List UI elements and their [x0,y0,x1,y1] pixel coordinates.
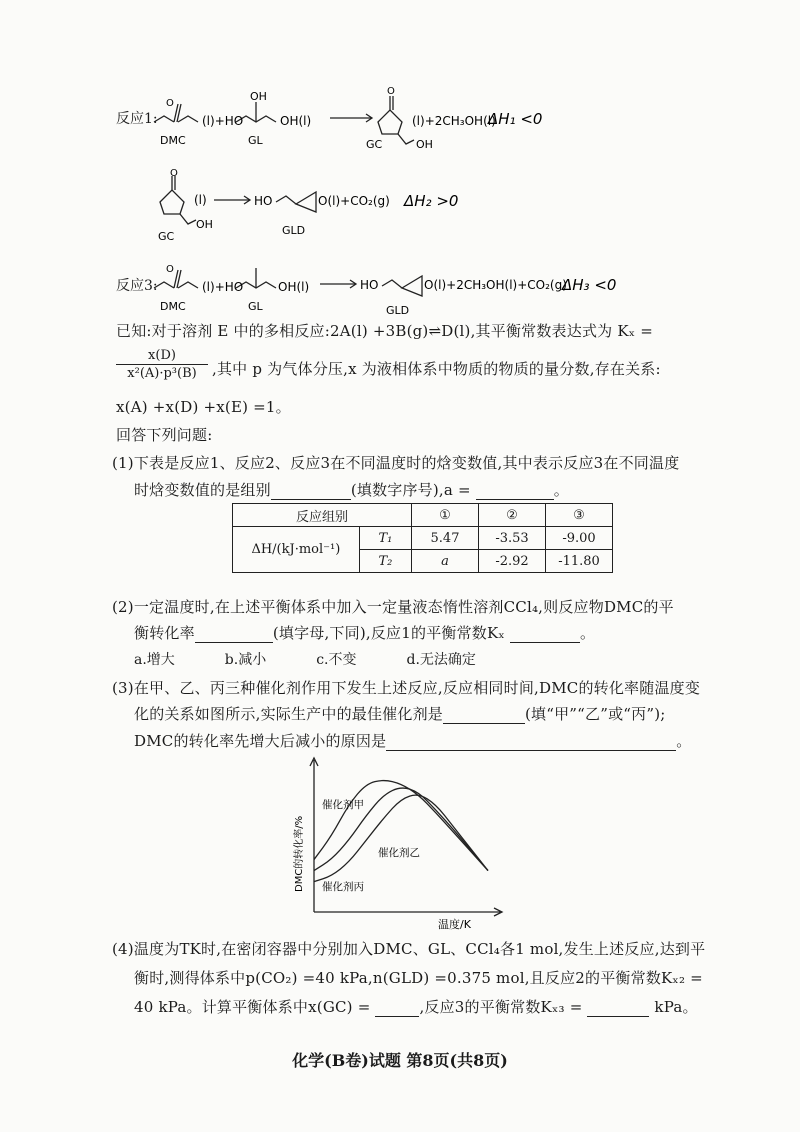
q1-text-b: (填数字序号),a = [350,481,471,499]
r2-gld-label: GLD [282,224,306,237]
r3-gld-ho-text: HO [360,278,379,292]
r1-gl-label: GL [248,134,263,147]
r3-gl-label: GL [248,300,263,313]
table-cell: -11.80 [546,550,613,573]
intro-line-1: 已知:对于溶剂 E 中的多相反应:2A(l) +3B(g)⇌D(l),其平衡常数表达式为 Kₓ = [116,322,654,340]
r3-gld-label: GLD [386,304,410,317]
r2-gld-ho-text: HO [254,194,273,208]
q2-option[interactable]: c.不变 [316,652,357,668]
table-header-cell: ② [479,504,546,527]
q3-line-3 [134,730,691,751]
q1-line-1: (1)下表是反应1、反应2、反应3在不同温度时的焓变数值,其中表示反应3在不同温度 [112,454,680,472]
q2-blank-kx[interactable] [510,626,580,643]
r1-gl-oh-text: OH [250,90,267,103]
q3-text-d: 。 [676,732,692,750]
r2-gc-label: GC [158,230,175,243]
r3-products-text: O(l)+2CH₃OH(l)+CO₂(g) [424,278,567,292]
q2-option[interactable]: b.减小 [224,652,267,668]
q1-blank-group[interactable] [271,483,351,500]
q3-blank-reason[interactable] [386,734,676,751]
q2-text-c: 。 [579,624,596,642]
r3-gl-end-text: OH(l) [278,280,310,294]
table-header-cell: 反应组别 [233,504,412,527]
q4-text-c: kPa。 [654,998,698,1016]
q1-text-c: 。 [553,481,569,499]
r3-reactants-text: (l)+HO [202,280,244,294]
table-temp-cell: T₂ [359,550,411,573]
q2-line-1: (2)一定温度时,在上述平衡体系中加入一定量液态惰性溶剂CCl₄,则反应物DMC的平 [112,598,674,616]
intro-line-4: 回答下列问题: [116,426,213,444]
kx-fraction [116,348,208,381]
r1-gl-end-text: OH(l) [280,114,312,128]
reaction-3-structure [150,252,630,320]
table-cell: a [412,550,479,573]
r1-dmc-label: DMC [160,134,186,147]
r1-reactants-text: (l)+HO [202,114,244,128]
r2-left-text: (l) [194,193,207,207]
r1-products-text: (l)+2CH₃OH(l) [412,114,496,128]
reaction-1-label: 反应1: [116,111,158,127]
q4-line-1: (4)温度为TK时,在密闭容器中分别加入DMC、GL、CCl₄各1 mol,发生上述反应,达到平 [112,940,706,958]
table-row [233,527,613,550]
q1-line-2 [134,479,569,500]
q3-text-c: DMC的转化率先增大后减小的原因是 [134,732,387,750]
q3-text-a: 化的关系如图所示,实际生产中的最佳催化剂是 [134,705,443,723]
r3-dmc-label: DMC [160,300,186,313]
q4-line-2: 衡时,测得体系中p(CO₂) =40 kPa,n(GLD) =0.375 mol,且反应2的平衡常数Kₓ₂ = [134,969,703,987]
legend-label-bing: 催化剂丙 [322,881,364,893]
y-axis-label: DMC的转化率/% [294,815,305,892]
reaction-2-structure [150,168,570,248]
q4-text-b: ,反应3的平衡常数Kₓ₃ = [419,998,583,1016]
q1-blank-a[interactable] [476,483,554,500]
q4-text-a: 40 kPa。计算平衡体系中x(GC) = [134,998,371,1016]
table-cell: -2.92 [479,550,546,573]
x-axis-label: 温度/K [438,918,471,930]
r1-gc-label: GC [366,138,383,151]
r3-dmc-oxo-text: O [166,264,174,275]
table-cell: -3.53 [479,527,546,550]
reaction-3-dh: ΔH₃ <0 [562,276,617,294]
q3-blank-catalyst[interactable] [443,707,525,724]
reaction-1-dh: ΔH₁ <0 [488,110,543,128]
reaction-2-dh: ΔH₂ >0 [404,192,459,210]
table-cell: 5.47 [412,527,479,550]
q3-line-2 [134,703,666,724]
q2-text-a: 衡转化率 [134,624,195,642]
q4-blank-xgc[interactable] [375,1000,419,1017]
r2-gc-oxo-text: O [170,168,178,179]
table-header-cell: ① [412,504,479,527]
q2-option[interactable]: d.无法确定 [406,652,476,668]
kx-fraction-denominator: x²(A)·p³(B) [127,366,197,381]
q2-options [134,649,526,669]
legend-label-jia: 催化剂甲 [322,799,364,811]
q4-line-3 [134,996,698,1017]
table-header-row [233,504,613,527]
enthalpy-table [232,503,613,573]
table-row-label: ΔH/(kJ·mol⁻¹) [233,527,360,573]
r1-gc-oxo-text: O [387,86,395,97]
table-header-cell: ③ [546,504,613,527]
r2-products-text: O(l)+CO₂(g) [318,194,390,208]
kx-fraction-numerator: x(D) [116,348,208,365]
q2-blank-dmc[interactable] [195,626,273,643]
q2-text-b: (填字母,下同),反应1的平衡常数Kₓ [272,624,505,642]
page-footer: 化学(B卷)试题 第8页(共8页) [292,1051,508,1070]
r1-gc-oh-text: OH [416,138,433,151]
legend-label-yi: 催化剂乙 [378,847,420,859]
intro-line-3: x(A) +x(D) +x(E) =1。 [116,398,291,416]
r2-gc-oh-text: OH [196,218,213,231]
q3-text-b: (填“甲”“乙”或“丙”); [524,705,666,723]
reaction-3-label: 反应3: [116,278,158,294]
q2-option[interactable]: a.增大 [134,652,175,668]
reaction-1-structure [150,78,570,158]
q2-line-2 [134,622,595,643]
q3-line-1: (3)在甲、乙、丙三种催化剂作用下发生上述反应,反应相同时间,DMC的转化率随温度变 [112,679,701,697]
conversion-chart [288,752,510,930]
q1-text-a: 时焓变数值的是组别 [134,481,271,499]
q4-blank-kx3[interactable] [587,1000,649,1017]
r1-dmc-oxo-text: O [166,98,174,109]
table-cell: -9.00 [546,527,613,550]
intro-line-2: ,其中 p 为气体分压,x 为液相体系中物质的物质的量分数,存在关系: [212,360,661,378]
table-temp-cell: T₁ [359,527,411,550]
